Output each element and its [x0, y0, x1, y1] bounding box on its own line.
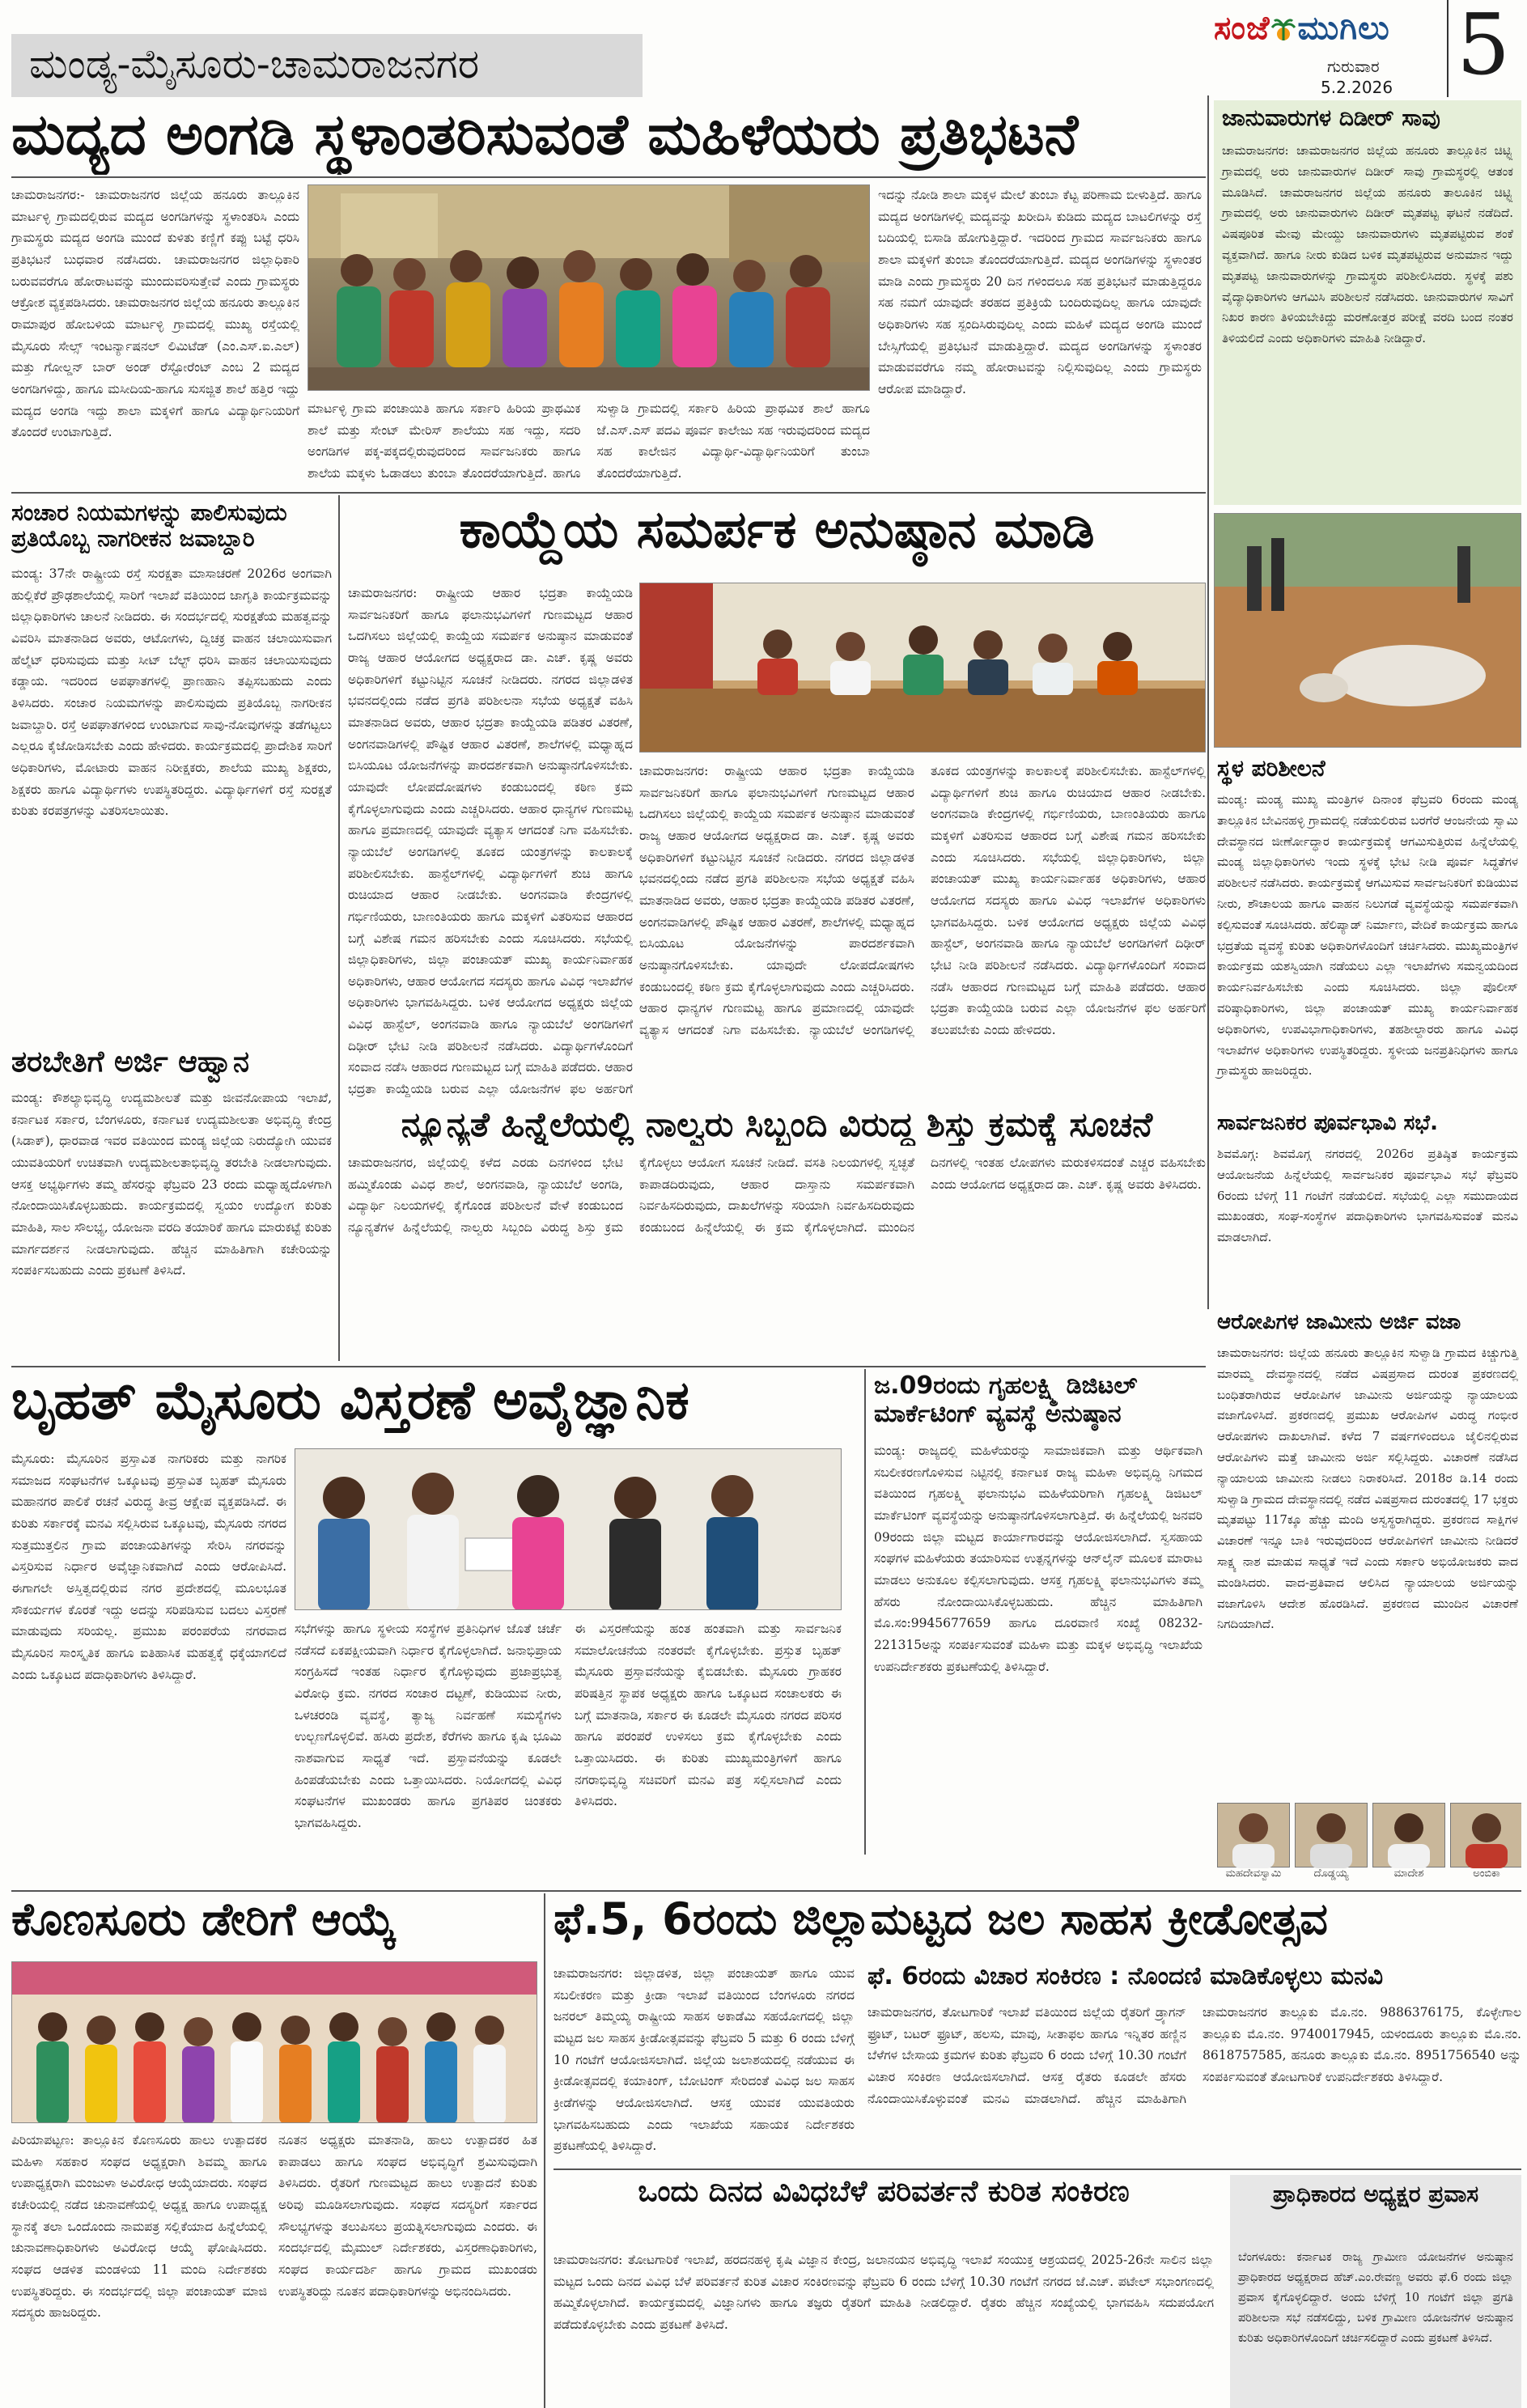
liquor-protest-mid: ಮಾರ್ಟಳ್ಳಿ ಗ್ರಾಮ ಪಂಚಾಯಿತಿ ಹಾಗೂ ಸರ್ಕಾರಿ ಹಿರಿಯ ಪ್ರಾಥಮಿಕ ಶಾಲೆ ಮತ್ತು ಸೇಂಟ್ ಮೇರಿಸ್ ಶಾಲೆಯು ಸಹ ಇದ್ದು, ಸದರಿ ಅಂಗಡಿಗಳ ಪಕ್ಕ-ಪಕ್ಕದಲ್ಲಿರುವುದರಿಂದ ಸಾರ್ವಜನಿಕರು ಹಾಗೂ ಶಾಲೆಯ ಮಕ್ಕಳು ಓಡಾಡಲು ತುಂಬಾ ತೊಂದರೆಯಾಗುತ್ತಿದೆ. ಹಾಗೂ ಸುಳ್ವಾಡಿ ಗ್ರಾಮದಲ್ಲಿ ಸರ್ಕಾರಿ ಹಿರಿಯ ಪ್ರಾಥಮಿಕ ಶಾಲೆ ಹಾಗೂ ಜೆ.ಎಸ್.ಎಸ್ ಪದವಿ ಪೂರ್ವ ಕಾಲೇಜು ಸಹ ಇರುವುದರಿಂದ ಮದ್ಯದ ಸಹ ಕಾಲೇಜಿನ ವಿದ್ಯಾರ್ಥಿ-ವಿದ್ಯಾರ್ಥಿನಿಯರಿಗೆ ತುಂಬಾ ತೊಂದರೆಯಾಗುತ್ತಿದೆ.: [308, 401, 870, 481]
page-number: 5: [1457, 0, 1511, 94]
headline-law-implementation: ಕಾಯ್ದೆಯ ಸಮರ್ಪಕ ಅನುಷ್ಠಾನ ಮಾಡಿ: [459, 503, 1095, 560]
headline-mysuru-expansion: ಬೃಹತ್ ಮೈಸೂರು ವಿಸ್ತರಣೆ ಅವೈಜ್ಞಾನಿಕ: [11, 1372, 689, 1431]
cattle-death-text: ಚಾಮರಾಜನಗರ: ಚಾಮರಾಜನಗರ ಜಿಲ್ಲೆಯ ಹನೂರು ತಾಲ್ಲೂಕಿನ ಚಿಟ್ಟ್ಲಿ ಗ್ರಾಮದಲ್ಲಿ ಅರು ಜಾನುವಾರುಗಳ ದಿಡೀರ್ ಸಾವು ಗ್ರಾಮಸ್ಥರಲ್ಲಿ ಆತಂಕ ಮೂಡಿಸಿದೆ. ಚಾಮರಾಜನಗರ ಜಿಲ್ಲೆಯ ಹನೂರು ತಾಲೂಕಿನ ಚಿಟ್ಟ್ಲಿ ಗ್ರಾಮದಲ್ಲಿ ಅರು ಜಾನುವಾರುಗಳು ದಿಡೀರ್ ಮೃತಪಟ್ಟ ಘಟನೆ ನಡೆದಿದೆ. ವಿಷಪೂರಿತ ಮೇವು ಮೇಯ್ದು ಜಾನುವಾರುಗಳು ಮೃತಪಟ್ಟಿರುವ ಶಂಕೆ ವ್ಯಕ್ತವಾಗಿದೆ. ಹಾಗೂ ನೀರು ಕುಡಿದ ಬಳಿಕ ಮೃತಪಟ್ಟಿರುವ ಅನುಮಾನ ಇದ್ದು ಮೃತಪಟ್ಟ ಜಾನುವಾರುಗಳನ್ನು ಗ್ರಾಮಸ್ಥರು ಪರಿಶೀಲಿಸಿದರು. ಸ್ಥಳಕ್ಕೆ ಪಶು ವೈದ್ಯಾಧಿಕಾರಿಗಳು ಆಗಮಿಸಿ ಪರಿಶೀಲನೆ ನಡೆಸಿದರು. ಜಾನುವಾರುಗಳ ಸಾವಿಗೆ ನಿಖರ ಕಾರಣ ತಿಳಿಯಬೇಕಿದ್ದು ಮರಣೋತ್ತರ ಪರೀಕ್ಷೆ ವರದಿ ಬಂದ ನಂತರ ತಿಳಿಯಲಿದೆ ಎಂದು ಅಧಿಕಾರಿಗಳು ಮಾಹಿತಿ ನೀಡಿದ್ದಾರೆ.: [1222, 143, 1513, 346]
bail-text: ಚಾಮರಾಜನಗರ: ಜಿಲ್ಲೆಯ ಹನೂರು ತಾಲ್ಲೂಕಿನ ಸುಳ್ವಾಡಿ ಗ್ರಾಮದ ಕಿಚ್ಚುಗುತ್ತಿ ಮಾರಮ್ಮ ದೇವಸ್ಥಾನದಲ್ಲಿ ನಡೆದ ವಿಷಪ್ರಸಾದ ದುರಂತ ಪ್ರಕರಣದಲ್ಲಿ ಬಂಧಿತರಾಗಿರುವ ಆರೋಪಿಗಳ ಜಾಮೀನು ಅರ್ಜಿಯನ್ನು ನ್ಯಾಯಾಲಯ ವಜಾಗೊಳಿಸಿದೆ. ಪ್ರಕರಣದಲ್ಲಿ ಪ್ರಮುಖ ಆರೋಪಿಗಳ ವಿರುದ್ಧ ಗಂಭೀರ ಆರೋಪಗಳು ದಾಖಲಾಗಿವೆ. ಕಳೆದ 7 ವರ್ಷಗಳಿಂದಲೂ ಜೈಲಿನಲ್ಲಿರುವ ಆರೋಪಿಗಳು ಮತ್ತೆ ಜಾಮೀನು ಅರ್ಜಿ ಸಲ್ಲಿಸಿದ್ದರು. ವಿಚಾರಣೆ ನಡೆಸಿದ ನ್ಯಾಯಾಲಯ ಜಾಮೀನು ನೀಡಲು ನಿರಾಕರಿಸಿದೆ. 2018ರ ಡಿ.14 ರಂದು ಸುಳ್ವಾಡಿ ಗ್ರಾಮದ ದೇವಸ್ಥಾನದಲ್ಲಿ ನಡೆದ ವಿಷಪ್ರಸಾದ ದುರಂತದಲ್ಲಿ 17 ಭಕ್ತರು ಮೃತಪಟ್ಟು 117ಕ್ಕೂ ಹೆಚ್ಚು ಮಂದಿ ಅಸ್ವಸ್ಥರಾಗಿದ್ದರು. ಪ್ರಕರಣದ ಸಾಕ್ಷಿಗಳ ವಿಚಾರಣೆ ಇನ್ನೂ ಬಾಕಿ ಇರುವುದರಿಂದ ಆರೋಪಿಗಳಿಗೆ ಜಾಮೀನು ನೀಡಿದರೆ ಸಾಕ್ಷ್ಯ ನಾಶ ಮಾಡುವ ಸಾಧ್ಯತೆ ಇದೆ ಎಂದು ಸರ್ಕಾರಿ ಅಭಿಯೋಜಕರು ವಾದ ಮಂಡಿಸಿದರು. ವಾದ-ಪ್ರತಿವಾದ ಆಲಿಸಿದ ನ್ಯಾಯಾಲಯ ಅರ್ಜಿಯನ್ನು ವಜಾಗೊಳಿಸಿ ಆದೇಶ ಹೊರಡಿಸಿದೆ. ಪ್ರಕರಣದ ಮುಂದಿನ ವಿಚಾರಣೆ ನಿಗದಿಯಾಗಿದೆ.: [1217, 1346, 1518, 1632]
column-divider: [338, 495, 340, 1361]
liquor-protest-col1: ಚಾಮರಾಜನಗರ:- ಚಾಮರಾಜನಗರ ಜಿಲ್ಲೆಯ ಹನೂರು ತಾಲ್ಲೂಕಿನ ಮಾರ್ಟಳ್ಳಿ ಗ್ರಾಮದಲ್ಲಿರುವ ಮದ್ಯದ ಅಂಗಡಿಗಳನ್ನು ಸ್ಥಳಾಂತರಿಸಿ ಎಂದು ಗ್ರಾಮಸ್ಥರು ಮದ್ಯದ ಅಂಗಡಿ ಮುಂದೆ ಕುಳಿತು ಕಣ್ಣಿಗೆ ಕಪ್ಪು ಬಟ್ಟೆ ಧರಿಸಿ ಪ್ರತಿಭಟನೆ ಬುಧವಾರ ನಡೆಸಿದರು. ಚಾಮರಾಜನಗರ ಜಿಲ್ಲಾಧಿಕಾರಿ ಬರುವವರೆಗೂ ಹೋರಾಟವನ್ನು ಮುಂದುವರಿಸುತ್ತೇವೆ ಎಂದು ಗ್ರಾಮಸ್ಥರು ಆಕ್ರೋಶ ವ್ಯಕ್ತಪಡಿಸಿದರು. ಚಾಮರಾಜನಗರ ಜಿಲ್ಲೆಯ ಹನೂರು ತಾಲ್ಲೂಕಿನ ರಾಮಾಪುರ ಹೋಬಳಿಯ ಮಾರ್ಟಳ್ಳಿ ಗ್ರಾಮದಲ್ಲಿ ಮುಖ್ಯ ರಸ್ತೆಯಲ್ಲಿ ಮೈಸೂರು ಸೇಲ್ಸ್ ಇಂಟರ್ನ್ಯಾಷನಲ್ ಲಿಮಿಟೆಡ್ (ಎಂ.ಎಸ್.ಐ.ಎಲ್) ಮತ್ತು ಗೋಲ್ಡನ್ ಬಾರ್ ಅಂಡ್ ರೆಸ್ಟೋರೆಂಟ್ ಎಂಬ 2 ಮದ್ಯದ ಅಂಗಡಿಗಳಿದ್ದು, ಹಾಗೂ ಮಸೀದಿಯ-ಹಾಗೂ ಸುಸಜ್ಜಿತ ಶಾಲೆ ಹತ್ತಿರ ಇದ್ದು ಮದ್ಯದ ಅಂಗಡಿ ಇದ್ದು ಶಾಲಾ ಮಕ್ಕಳಿಗೆ ಹಾಗೂ ವಿದ್ಯಾರ್ಥಿನಿಯರಿಗೆ ತೊಂದರೆ ಉಂಟಾಗುತ್ತಿದೆ.: [11, 188, 299, 440]
public-meeting-story: [1214, 1112, 1521, 1322]
cattle-death-box: [1214, 100, 1521, 505]
headline-staff-disciplinary: ನ್ಯೂನ್ಯತೆ ಹಿನ್ನೆಲೆಯಲ್ಲಿ ನಾಲ್ವರು ಸಿಬ್ಬಂದಿ ವಿರುದ್ಧ ಶಿಸ್ತು ಕ್ರಮಕ್ಕೆ ಸೂಚನೆ: [401, 1105, 1153, 1144]
dairy-photo-illustration: [12, 1962, 537, 2123]
section-name-banner: [11, 34, 643, 97]
mysuru-expansion-col3: ಈ ವಿಸ್ತರಣೆಯನ್ನು ಹಂತ ಹಂತವಾಗಿ ಮತ್ತು ಸಾರ್ವಜನಿಕ ಸಮಾಲೋಚನೆಯ ನಂತರವೇ ಕೈಗೊಳ್ಳಬೇಕು. ಪ್ರಸ್ತುತ ಬೃಹತ್ ಮೈಸೂರು ಪ್ರಸ್ತಾವನೆಯನ್ನು ಕೈಬಿಡಬೇಕು. ಮೈಸೂರು ಗ್ರಾಹಕರ ಪರಿಷತ್ತಿನ ಸ್ಥಾಪಕ ಅಧ್ಯಕ್ಷರು ಹಾಗೂ ಒಕ್ಕೂಟದ ಸಂಚಾಲಕರು ಈ ಬಗ್ಗೆ ಮಾತನಾಡಿ, ಸರ್ಕಾರ ಈ ಕೂಡಲೇ ಮೈಸೂರು ನಗರದ ಪರಿಸರ ಹಾಗೂ ಪರಂಪರೆ ಉಳಿಸಲು ಕ್ರಮ ಕೈಗೊಳ್ಳಬೇಕು ಎಂದು ಒತ್ತಾಯಿಸಿದರು. ಈ ಕುರಿತು ಮುಖ್ಯಮಂತ್ರಿಗಳಿಗೆ ಹಾಗೂ ನಗರಾಭಿವೃದ್ಧಿ ಸಚಿವರಿಗೆ ಮನವಿ ಪತ್ರ ಸಲ್ಲಿಸಲಾಗಿದೆ ಎಂದು ತಿಳಿಸಿದರು.: [575, 1622, 842, 1809]
mysuru-expansion-col2: ಸಭೆಗಳನ್ನು ಹಾಗೂ ಸ್ಥಳೀಯ ಸಂಸ್ಥೆಗಳ ಪ್ರತಿನಿಧಿಗಳ ಜೊತೆ ಚರ್ಚೆ ನಡೆಸದೆ ಏಕಪಕ್ಷೀಯವಾಗಿ ನಿರ್ಧಾರ ಕೈಗೊಳ್ಳಲಾಗಿದೆ. ಜನಾಭಿಪ್ರಾಯ ಸಂಗ್ರಹಿಸದೆ ಇಂತಹ ನಿರ್ಧಾರ ಕೈಗೊಳ್ಳುವುದು ಪ್ರಜಾಪ್ರಭುತ್ವ ವಿರೋಧಿ ಕ್ರಮ. ನಗರದ ಸಂಚಾರ ದಟ್ಟಣೆ, ಕುಡಿಯುವ ನೀರು, ಒಳಚರಂಡಿ ವ್ಯವಸ್ಥೆ, ತ್ಯಾಜ್ಯ ನಿರ್ವಹಣೆ ಸಮಸ್ಯೆಗಳು ಉಲ್ಬಣಗೊಳ್ಳಲಿವೆ. ಹಸಿರು ಪ್ರದೇಶ, ಕೆರೆಗಳು ಹಾಗೂ ಕೃಷಿ ಭೂಮಿ ನಾಶವಾಗುವ ಸಾಧ್ಯತೆ ಇದೆ. ಪ್ರಸ್ತಾವನೆಯನ್ನು ಕೂಡಲೇ ಹಿಂಪಡೆಯಬೇಕು ಎಂದು ಒತ್ತಾಯಿಸಿದರು. ನಿಯೋಗದಲ್ಲಿ ವಿವಿಧ ಸಂಘಟನೆಗಳ ಮುಖಂಡರು ಹಾಗೂ ಪ್ರಗತಿಪರ ಚಿಂತಕರು ಭಾಗವಹಿಸಿದ್ದರು.: [295, 1622, 562, 1830]
accused-photos: [1217, 1803, 1518, 1892]
divider: [11, 1890, 1521, 1892]
photo-protest-women: [308, 184, 870, 391]
headline-site-inspection: ಸ್ಥಳ ಪರಿಶೀಲನೆ: [1217, 756, 1326, 782]
public-meeting-text: ಶಿವಮೊಗ್ಗ: ಶಿವಮೊಗ್ಗ ನಗರದಲ್ಲಿ 2026ರ ಪ್ರತಿಷ್ಠಿತ ಕಾರ್ಯಕ್ರಮ ಆಯೋಜನೆಯ ಹಿನ್ನೆಲೆಯಲ್ಲಿ ಸಾರ್ವಜನಿಕರ ಪೂರ್ವಭಾವಿ ಸಭೆ ಫೆಬ್ರವರಿ 6ರಂದು ಬೆಳಿಗ್ಗೆ 11 ಗಂಟೆಗೆ ನಡೆಯಲಿದೆ. ಸಭೆಯಲ್ಲಿ ಎಲ್ಲಾ ಸಮುದಾಯದ ಮುಖಂಡರು, ಸಂಘ-ಸಂಸ್ಥೆಗಳ ಪದಾಧಿಕಾರಿಗಳು ಭಾಗವಹಿಸುವಂತೆ ಮನವಿ ಮಾಡಲಾಗಿದೆ.: [1217, 1147, 1518, 1245]
cattle-photo-illustration: [1215, 514, 1521, 748]
meeting-photo-illustration: [640, 583, 1206, 752]
traffic-rules-text: ಮಂಡ್ಯ: 37ನೇ ರಾಷ್ಟ್ರೀಯ ರಸ್ತೆ ಸುರಕ್ಷತಾ ಮಾಸಾಚರಣೆ 2026ರ ಅಂಗವಾಗಿ ಹುಲ್ಲಿಕೆರೆ ಪ್ರೌಢಶಾಲೆಯಲ್ಲಿ ಸಾರಿಗೆ ಇಲಾಖೆ ವತಿಯಿಂದ ಜಾಗೃತಿ ಕಾರ್ಯಕ್ರಮವನ್ನು ಜಿಲ್ಲಾಧಿಕಾರಿಗಳು ಚಾಲನೆ ನೀಡಿದರು. ಈ ಸಂದರ್ಭದಲ್ಲಿ ಸುರಕ್ಷತೆಯ ಮಹತ್ವವನ್ನು ವಿವರಿಸಿ ಮಾತನಾಡಿದ ಅವರು, ಆಟೋಗಳು, ದ್ವಿಚಕ್ರ ವಾಹನ ಚಲಾಯಿಸುವಾಗ ಹೆಲ್ಮೆಟ್ ಧರಿಸುವುದು ಮತ್ತು ಸೀಟ್ ಬೆಲ್ಟ್ ಧರಿಸಿ ವಾಹನ ಚಲಾಯಿಸುವುದು ಕಡ್ಡಾಯ. ಇದರಿಂದ ಅಪಘಾತಗಳಲ್ಲಿ ಪ್ರಾಣಹಾನಿ ತಪ್ಪಿಸಬಹುದು ಎಂದು ತಿಳಿಸಿದರು. ಸಂಚಾರ ನಿಯಮಗಳನ್ನು ಪಾಲಿಸುವುದು ಪ್ರತಿಯೊಬ್ಬ ನಾಗರೀಕನ ಜವಾಬ್ದಾರಿ. ರಸ್ತೆ ಅಪಘಾತಗಳಿಂದ ಉಂಟಾಗುವ ಸಾವು-ನೋವುಗಳನ್ನು ತಡೆಗಟ್ಟಲು ಎಲ್ಲರೂ ಕೈಜೋಡಿಸಬೇಕು ಎಂದು ಹೇಳಿದರು. ಕಾರ್ಯಕ್ರಮದಲ್ಲಿ ಪ್ರಾದೇಶಿಕ ಸಾರಿಗೆ ಅಧಿಕಾರಿಗಳು, ಮೋಟಾರು ವಾಹನ ನಿರೀಕ್ಷಕರು, ಶಾಲೆಯ ಮುಖ್ಯ ಶಿಕ್ಷಕರು, ಶಿಕ್ಷಕರು ಹಾಗೂ ವಿದ್ಯಾರ್ಥಿಗಳು ಉಪಸ್ಥಿತರಿದ್ದರು. ವಿದ್ಯಾರ್ಥಿಗಳಿಗೆ ರಸ್ತೆ ಸುರಕ್ಷತೆ ಕುರಿತು ಕರಪತ್ರಗಳನ್ನು ವಿತರಿಸಲಾಯಿತು.: [11, 566, 332, 819]
accused-name: ದೊಡ್ಡಯ್ಯ: [1313, 1867, 1349, 1880]
person-icon: [1218, 1804, 1289, 1868]
accused-photo: [1450, 1803, 1521, 1892]
photo-meeting-officials: [639, 583, 1206, 752]
person-icon: [1451, 1804, 1521, 1868]
one-day-seminar-text: ಚಾಮರಾಜನಗರ: ತೋಟಗಾರಿಕೆ ಇಲಾಖೆ, ಹರದನಹಳ್ಳಿ ಕೃಷಿ ವಿಜ್ಞಾನ ಕೇಂದ್ರ, ಜಲಾನಯನ ಅಭಿವೃದ್ಧಿ ಇಲಾಖೆ ಸಂಯುಕ್ತ ಆಶ್ರಯದಲ್ಲಿ 2025-26ನೇ ಸಾಲಿನ ಜಿಲ್ಲಾ ಮಟ್ಟದ ಒಂದು ದಿನದ ವಿವಿಧ ಬೆಳೆ ಪರಿವರ್ತನೆ ಕುರಿತ ವಿಚಾರ ಸಂಕಿರಣವನ್ನು ಫೆಬ್ರವರಿ 6 ರಂದು ಬೆಳಿಗ್ಗೆ 10.30 ಗಂಟೆಗೆ ನಗರದ ಜೆ.ಎಚ್. ಪಟೇಲ್ ಸಭಾಂಗಣದಲ್ಲಿ ಹಮ್ಮಿಕೊಳ್ಳಲಾಗಿದೆ. ಕಾರ್ಯಕ್ರಮದಲ್ಲಿ ವಿಜ್ಞಾನಿಗಳು ಹಾಗೂ ತಜ್ಞರು ರೈತರಿಗೆ ಮಾಹಿತಿ ನೀಡಲಿದ್ದಾರೆ. ರೈತರು ಹೆಚ್ಚಿನ ಸಂಖ್ಯೆಯಲ್ಲಿ ಭಾಗವಹಿಸಿ ಸದುಪಯೋಗ ಪಡೆದುಕೊಳ್ಳಬೇಕು ಎಂದು ಪ್ರಕಟಣೆ ತಿಳಿಸಿದೆ.: [554, 2253, 1214, 2332]
headline-training: ತರಬೇತಿಗೆ ಅರ್ಜಿ ಆಹ್ವಾನ: [11, 1045, 250, 1079]
digital-marketing-story: [874, 1372, 1206, 1855]
accused-name: ಅಂಬಿಕಾ: [1473, 1867, 1500, 1880]
masthead-logo-block: [1214, 5, 1457, 94]
headline-traffic-rules: ಸಂಚಾರ ನಿಯಮಗಳನ್ನು ಪಾಲಿಸುವುದು ಪ್ರತಿಯೊಬ್ಬ ನಾಗರೀಕನ ಜವಾಬ್ದಾರಿ: [11, 500, 287, 553]
liquor-protest-col3: ಇದನ್ನು ನೋಡಿ ಶಾಲಾ ಮಕ್ಕಳ ಮೇಲೆ ತುಂಬಾ ಕೆಟ್ಟ ಪರಿಣಾಮ ಬೀಳುತ್ತಿದೆ. ಹಾಗೂ ಮದ್ಯದ ಅಂಗಡಿಗಳಲ್ಲಿ ಮದ್ಯವನ್ನು ಖರೀದಿಸಿ ಕುಡಿದು ಮದ್ಯದ ಬಾಟಲಿಗಳನ್ನು ರಸ್ತೆ ಬದಿಯಲ್ಲಿ ಬಿಸಾಡಿ ಹೋಗುತ್ತಿದ್ದಾರೆ. ಇದರಿಂದ ಗ್ರಾಮದ ಸಾರ್ವಜನಿಕರು ಹಾಗೂ ಶಾಲಾ ಮಕ್ಕಳಿಗೆ ತುಂಬಾ ತೊಂದರೆಯಾಗುತ್ತಿದೆ. ಮದ್ಯದ ಅಂಗಡಿಗಳನ್ನು ಸ್ಥಳಾಂತರ ಮಾಡಿ ಎಂದು ಗ್ರಾಮಸ್ಥರು 20 ದಿನ ಗಳಿಂದಲೂ ಸಹ ಪ್ರತಿಭಟನೆ ಮಾಡುತ್ತಿದ್ದರೂ ಸಹ ನಮಗೆ ಯಾವುದೇ ತರಹದ ಪ್ರತಿಕ್ರಿಯೆ ಬಂದಿರುವುದಿಲ್ಲ ಹಾಗೂ ಯಾವುದೇ ಅಧಿಕಾರಿಗಳು ಸಹ ಸ್ಪಂದಿಸಿರುವುದಿಲ್ಲ ಎಂದು ಮಹಿಳೆ ಮದ್ಯದ ಅಂಗಡಿ ಮುಂದೆ ಬೇಸ್ಸಿಗೆಯಲ್ಲಿ ಪ್ರತಿಭಟನೆ ಮಾಡುತ್ತಿದ್ದಾರೆ. ಮದ್ಯದ ಅಂಗಡಿಗಳನ್ನು ಸ್ಥಳಾಂತರ ಮಾಡುವವರೆಗೂ ನಮ್ಮ ಹೋರಾಟವನ್ನು ನಿಲ್ಲಿಸುವುದಿಲ್ಲ ಎಂದು ಗ್ರಾಮಸ್ಥರು ಆರೋಪ ಮಾಡಿದ್ದಾರೆ.: [878, 188, 1202, 396]
section-name: ಮಂಡ್ಯ-ಮೈಸೂರು-ಚಾಮರಾಜನಗರ: [29, 40, 480, 87]
law-implementation-col1: [348, 583, 633, 1100]
logo-part-one: ಸಂಜೆ: [1214, 10, 1270, 47]
divider: [554, 2168, 1521, 2170]
one-day-seminar-story: [554, 2175, 1217, 2408]
headline-seminar-registration: ಫೆ. 6ರಂದು ವಿಚಾರ ಸಂಕಿರಣ : ನೊಂದಣಿ ಮಾಡಿಕೊಳ್ಳಲು ಮನವಿ: [867, 1963, 1384, 1990]
person-icon: [1296, 1804, 1367, 1868]
mysuru-expansion-col1: ಮೈಸೂರು: ಮೈಸೂರಿನ ಪ್ರಸ್ತಾವಿತ ನಾಗರಿಕರು ಮತ್ತು ನಾಗರಿಕ ಸಮಾಜದ ಸಂಘಟನೆಗಳ ಒಕ್ಕೂಟವು ಪ್ರಸ್ತಾವಿತ ಬೃಹತ್ ಮೈಸೂರು ಮಹಾನಗರ ಪಾಲಿಕೆ ರಚನೆ ವಿರುದ್ಧ ತೀವ್ರ ಆಕ್ಷೇಪ ವ್ಯಕ್ತಪಡಿಸಿದೆ. ಈ ಕುರಿತು ಸರ್ಕಾರಕ್ಕೆ ಮನವಿ ಸಲ್ಲಿಸಿರುವ ಒಕ್ಕೂಟವು, ಮೈಸೂರು ನಗರದ ಸುತ್ತಮುತ್ತಲಿನ ಗ್ರಾಮ ಪಂಚಾಯತಿಗಳನ್ನು ಸೇರಿಸಿ ನಗರವನ್ನು ವಿಸ್ತರಿಸುವ ನಿರ್ಧಾರ ಅವೈಜ್ಞಾನಿಕವಾಗಿದೆ ಎಂದು ಆರೋಪಿಸಿದೆ. ಈಗಾಗಲೇ ಅಸ್ತಿತ್ವದಲ್ಲಿರುವ ನಗರ ಪ್ರದೇಶದಲ್ಲಿ ಮೂಲಭೂತ ಸೌಕರ್ಯಗಳ ಕೊರತೆ ಇದ್ದು ಅದನ್ನು ಸರಿಪಡಿಸುವ ಬದಲು ವಿಸ್ತರಣೆ ಮಾಡುವುದು ಸರಿಯಲ್ಲ. ಪ್ರಮುಖ ಪರಂಪರೆಯ ನಗರವಾದ ಮೈಸೂರಿನ ಸಾಂಸ್ಕೃತಿಕ ಹಾಗೂ ಐತಿಹಾಸಿಕ ಮಹತ್ವಕ್ಕೆ ಧಕ್ಕೆಯಾಗಲಿದೆ ಎಂದು ಒಕ್ಕೂಟದ ಪದಾಧಿಕಾರಿಗಳು ತಿಳಿಸಿದ್ದಾರೆ.: [11, 1452, 286, 1682]
masthead-date: 5.2.2026: [1321, 78, 1393, 94]
protest-photo-illustration: [308, 185, 870, 391]
headline-cattle-death: ಜಾನುವಾರುಗಳ ದಿಡೀರ್ ಸಾವು: [1222, 104, 1440, 131]
accused-name: ಮಹದೇವಸ್ವಾಮಿ: [1225, 1867, 1282, 1880]
headline-one-day-seminar: ಒಂದು ದಿನದ ವಿವಿಧಬೆಳೆ ಪರಿವರ್ತನೆ ಕುರಿತ ಸಂಕಿರಣ: [638, 2175, 1130, 2208]
authority-visit-box: [1230, 2175, 1521, 2408]
divider: [11, 492, 1206, 494]
authority-visit-text: ಬೆಂಗಳೂರು: ಕರ್ನಾಟಕ ರಾಜ್ಯ ಗ್ರಾಮೀಣ ಯೋಜನೆಗಳ ಅನುಷ್ಠಾನ ಪ್ರಾಧಿಕಾರದ ಅಧ್ಯಕ್ಷರಾದ ಹೆಚ್.ಎಂ.ರೇವಣ್ಣ ಅವರು ಫೆ.6 ರಂದು ಜಿಲ್ಲಾ ಪ್ರವಾಸ ಕೈಗೊಳ್ಳಲಿದ್ದಾರೆ. ಅಂದು ಬೆಳಿಗ್ಗೆ 10 ಗಂಟೆಗೆ ಜಿಲ್ಲಾ ಪ್ರಗತಿ ಪರಿಶೀಲನಾ ಸಭೆ ನಡೆಸಲಿದ್ದು, ಬಳಿಕ ಗ್ರಾಮೀಣ ಯೋಜನೆಗಳ ಅನುಷ್ಠಾನ ಕುರಿತು ಅಧಿಕಾರಿಗಳೊಂದಿಗೆ ಚರ್ಚಿಸಲಿದ್ದಾರೆ ಎಂದು ಪ್ರಕಟಣೆ ತಿಳಿಸಿದೆ.: [1238, 2251, 1513, 2345]
right-column-divider: [1207, 95, 1209, 1309]
site-inspection-text: ಮಂಡ್ಯ: ಮಂಡ್ಯ ಮುಖ್ಯ ಮಂತ್ರಿಗಳ ದಿನಾಂಕ ಫೆಬ್ರವರಿ 6ರಂದು ಮಂಡ್ಯ ತಾಲ್ಲೂಕಿನ ಬೇವಿನಹಳ್ಳಿ ಗ್ರಾಮದಲ್ಲಿ ನಡೆಯಲಿರುವ ಬರಗೆರೆ ಆಂಜನೇಯ ಸ್ವಾಮಿ ದೇವಸ್ಥಾನದ ಜೀರ್ಣೋದ್ಧಾರ ಕಾರ್ಯಕ್ರಮಕ್ಕೆ ಆಗಮಿಸುತ್ತಿರುವ ಹಿನ್ನೆಲೆಯಲ್ಲಿ ಮಂಡ್ಯ ಜಿಲ್ಲಾಧಿಕಾರಿಗಳು ಇಂದು ಸ್ಥಳಕ್ಕೆ ಭೇಟಿ ನೀಡಿ ಪೂರ್ವ ಸಿದ್ಧತೆಗಳ ಪರಿಶೀಲನೆ ನಡೆಸಿದರು. ಕಾರ್ಯಕ್ರಮಕ್ಕೆ ಆಗಮಿಸುವ ಸಾರ್ವಜನಿಕರಿಗೆ ಕುಡಿಯುವ ನೀರು, ಶೌಚಾಲಯ ಹಾಗೂ ವಾಹನ ನಿಲುಗಡೆ ವ್ಯವಸ್ಥೆಯನ್ನು ಸಮರ್ಪಕವಾಗಿ ಕಲ್ಪಿಸುವಂತೆ ಸೂಚಿಸಿದರು. ಹೆಲಿಪ್ಯಾಡ್ ನಿರ್ಮಾಣ, ವೇದಿಕೆ ಕಾರ್ಯಕ್ರಮ ಹಾಗೂ ಭದ್ರತೆಯ ವ್ಯವಸ್ಥೆ ಕುರಿತು ಅಧಿಕಾರಿಗಳೊಂದಿಗೆ ಚರ್ಚಿಸಿದರು. ಮುಖ್ಯಮಂತ್ರಿಗಳ ಕಾರ್ಯಕ್ರಮ ಯಶಸ್ವಿಯಾಗಿ ನಡೆಯಲು ಎಲ್ಲಾ ಇಲಾಖೆಗಳು ಸಮನ್ವಯದಿಂದ ಕಾರ್ಯನಿರ್ವಹಿಸಬೇಕು ಎಂದು ಸೂಚಿಸಿದರು. ಜಿಲ್ಲಾ ಪೊಲೀಸ್ ವರಿಷ್ಠಾಧಿಕಾರಿಗಳು, ಜಿಲ್ಲಾ ಪಂಚಾಯತ್ ಮುಖ್ಯ ಕಾರ್ಯನಿರ್ವಾಹಕ ಅಧಿಕಾರಿಗಳು, ಉಪವಿಭಾಗಾಧಿಕಾರಿಗಳು, ತಹಶೀಲ್ದಾರರು ಹಾಗೂ ವಿವಿಧ ಇಲಾಖೆಗಳ ಅಧಿಕಾರಿಗಳು ಉಪಸ್ಥಿತರಿದ್ದರು. ಸ್ಥಳೀಯ ಜನಪ್ರತಿನಿಧಿಗಳು ಹಾಗೂ ಗ್ರಾಮಸ್ಥರು ಹಾಜರಿದ್ದರು.: [1217, 792, 1518, 1079]
photo-dairy-members: [11, 1961, 537, 2123]
staff-disciplinary-text: ಚಾಮರಾಜನಗರ, ಜಿಲ್ಲೆಯಲ್ಲಿ ಕಳೆದ ಎರಡು ದಿನಗಳಿಂದ ಭೇಟಿ ಹಮ್ಮಿಕೊಂಡು ವಿವಿಧ ಶಾಲೆ, ಅಂಗನವಾಡಿ, ನ್ಯಾಯಬೆಲೆ ಅಂಗಡಿ, ವಿದ್ಯಾರ್ಥಿ ನಿಲಯಗಳಲ್ಲಿ ಕೈಗೊಂಡ ಪರಿಶೀಲನೆ ವೇಳೆ ಕಂಡುಬಂದ ನ್ಯೂನ್ಯತೆಗಳ ಹಿನ್ನೆಲೆಯಲ್ಲಿ ನಾಲ್ವರು ಸಿಬ್ಬಂದಿ ವಿರುದ್ಧ ಶಿಸ್ತು ಕ್ರಮ ಕೈಗೊಳ್ಳಲು ಆಯೋಗ ಸೂಚನೆ ನೀಡಿದೆ. ವಸತಿ ನಿಲಯಗಳಲ್ಲಿ ಸ್ವಚ್ಛತೆ ಕಾಪಾಡದಿರುವುದು, ಆಹಾರ ದಾಸ್ತಾನು ಸಮರ್ಪಕವಾಗಿ ನಿರ್ವಹಿಸದಿರುವುದು, ದಾಖಲೆಗಳನ್ನು ಸರಿಯಾಗಿ ನಿರ್ವಹಿಸದಿರುವುದು ಕಂಡುಬಂದ ಹಿನ್ನೆಲೆಯಲ್ಲಿ ಈ ಕ್ರಮ ಕೈಗೊಳ್ಳಲಾಗಿದೆ. ಮುಂದಿನ ದಿನಗಳಲ್ಲಿ ಇಂತಹ ಲೋಪಗಳು ಮರುಕಳಿಸದಂತೆ ಎಚ್ಚರ ವಹಿಸಬೇಕು ಎಂದು ಆಯೋಗದ ಅಧ್ಯಕ್ಷರಾದ ಡಾ. ಎಚ್. ಕೃಷ್ಣ ಅವರು ತಿಳಿಸಿದರು.: [348, 1155, 1206, 1235]
accused-photo: [1372, 1803, 1445, 1892]
headline-water-sports: ಫೆ.5, 6ರಂದು ಜಿಲ್ಲಾಮಟ್ಟದ ಜಲ ಸಾಹಸ ಕ್ರೀಡೋತ್ಸವ: [554, 1897, 1328, 1944]
divider: [11, 1366, 1206, 1367]
column-divider: [864, 1369, 866, 1855]
headline-authority-visit: ಪ್ರಾಧಿಕಾರದ ಅಧ್ಯಕ್ಷರ ಪ್ರವಾಸ: [1272, 2181, 1479, 2207]
masthead-day: ಗುರುವಾರ: [1327, 57, 1380, 76]
training-story: [11, 1045, 335, 1361]
headline-liquor-protest: ಮದ್ಯದ ಅಂಗಡಿ ಸ್ಥಳಾಂತರಿಸುವಂತೆ ಮಹಿಳೆಯರು ಪ್ರತಿಭಟನೆ: [11, 105, 1079, 167]
accused-name: ಮಾದೇಶ: [1393, 1867, 1424, 1880]
photo-memorandum-submission: [295, 1448, 842, 1610]
photo-dead-cattle: [1214, 513, 1521, 748]
palm-tree-icon: [1270, 16, 1297, 42]
headline-public-meeting: ಸಾರ್ವಜನಿಕರ ಪೂರ್ವಭಾವಿ ಸಭೆ.: [1217, 1112, 1438, 1135]
logo-part-two: ಮುಗಿಲು: [1297, 10, 1390, 47]
accused-photo: [1217, 1803, 1290, 1892]
column-divider: [544, 1893, 545, 2408]
konasuru-dairy-col1: ಪಿರಿಯಾಪಟ್ಟಣ: ತಾಲ್ಲೂಕಿನ ಕೊಣಸೂರು ಹಾಲು ಉತ್ಪಾದಕರ ಮಹಿಳಾ ಸಹಕಾರ ಸಂಘದ ಅಧ್ಯಕ್ಷರಾಗಿ ಶಿವಮ್ಮ ಹಾಗೂ ಉಪಾಧ್ಯಕ್ಷರಾಗಿ ಮಂಜುಳಾ ಅವಿರೋಧ ಆಯ್ಕೆಯಾದರು. ಸಂಘದ ಕಚೇರಿಯಲ್ಲಿ ನಡೆದ ಚುನಾವಣೆಯಲ್ಲಿ ಅಧ್ಯಕ್ಷ ಹಾಗೂ ಉಪಾಧ್ಯಕ್ಷ ಸ್ಥಾನಕ್ಕೆ ತಲಾ ಒಂದೊಂದು ನಾಮಪತ್ರ ಸಲ್ಲಿಕೆಯಾದ ಹಿನ್ನೆಲೆಯಲ್ಲಿ ಚುನಾವಣಾಧಿಕಾರಿಗಳು ಅವಿರೋಧ ಆಯ್ಕೆ ಘೋಷಿಸಿದರು. ಸಂಘದ ಆಡಳಿತ ಮಂಡಳಿಯ 11 ಮಂದಿ ನಿರ್ದೇಶಕರು ಉಪಸ್ಥಿತರಿದ್ದರು. ಈ ಸಂದರ್ಭದಲ್ಲಿ ಜಿಲ್ಲಾ ಪಂಚಾಯತ್ ಮಾಜಿ ಸದಸ್ಯರು ಹಾಜರಿದ್ದರು.: [11, 2133, 267, 2321]
masthead-divider: [1447, 0, 1449, 97]
konasuru-dairy-col2: ನೂತನ ಅಧ್ಯಕ್ಷರು ಮಾತನಾಡಿ, ಹಾಲು ಉತ್ಪಾದಕರ ಹಿತ ಕಾಪಾಡಲು ಹಾಗೂ ಸಂಘದ ಅಭಿವೃದ್ಧಿಗೆ ಶ್ರಮಿಸುವುದಾಗಿ ತಿಳಿಸಿದರು. ರೈತರಿಗೆ ಗುಣಮಟ್ಟದ ಹಾಲು ಉತ್ಪಾದನೆ ಕುರಿತು ಅರಿವು ಮೂಡಿಸಲಾಗುವುದು. ಸಂಘದ ಸದಸ್ಯರಿಗೆ ಸರ್ಕಾರದ ಸೌಲಭ್ಯಗಳನ್ನು ತಲುಪಿಸಲು ಪ್ರಯತ್ನಿಸಲಾಗುವುದು ಎಂದರು. ಈ ಸಂದರ್ಭದಲ್ಲಿ ಮೈಮುಲ್ ನಿರ್ದೇಶಕರು, ವಿಸ್ತರಣಾಧಿಕಾರಿಗಳು, ಸಂಘದ ಕಾರ್ಯದರ್ಶಿ ಹಾಗೂ ಗ್ರಾಮದ ಮುಖಂಡರು ಉಪಸ್ಥಿತರಿದ್ದು ನೂತನ ಪದಾಧಿಕಾರಿಗಳನ್ನು ಅಭಿನಂದಿಸಿದರು.: [278, 2133, 537, 2299]
newspaper-logo: [1214, 10, 1390, 47]
headline-digital-marketing: ಜ.09ರಂದು ಗೃಹಲಕ್ಷ್ಮಿ ಡಿಜಿಟಲ್ ಮಾರ್ಕೆಟಿಂಗ್ ವ್ಯವಸ್ಥೆ ಅನುಷ್ಠಾನ: [874, 1372, 1138, 1428]
seminar-registration-text: ಚಾಮರಾಜನಗರ, ತೋಟಗಾರಿಕೆ ಇಲಾಖೆ ವತಿಯಿಂದ ಜಿಲ್ಲೆಯ ರೈತರಿಗೆ ಡ್ರ್ಯಾಗನ್ ಫ್ರೂಟ್, ಬಟರ್ ಫ್ರೂಟ್, ಹಲಸು, ಮಾವು, ಸೀತಾಫಲ ಹಾಗೂ ಇನ್ನಿತರ ಹಣ್ಣಿನ ಬೆಳೆಗಳ ಬೇಸಾಯ ಕ್ರಮಗಳ ಕುರಿತು ಫೆಬ್ರವರಿ 6 ರಂದು ಬೆಳಿಗ್ಗೆ 10.30 ಗಂಟೆಗೆ ವಿಚಾರ ಸಂಕಿರಣ ಆಯೋಜಿಸಲಾಗಿದೆ. ಆಸಕ್ತ ರೈತರು ಕೂಡಲೇ ಹೆಸರು ನೊಂದಾಯಿಸಿಕೊಳ್ಳುವಂತೆ ಮನವಿ ಮಾಡಲಾಗಿದೆ. ಹೆಚ್ಚಿನ ಮಾಹಿತಿಗಾಗಿ ಚಾಮರಾಜನಗರ ತಾಲ್ಲೂಕು ಮೊ.ನಂ. 9886376175, ಕೊಳ್ಳೇಗಾಲ ತಾಲ್ಲೂಕು ಮೊ.ನಂ. 9740017945, ಯಳಂದೂರು ತಾಲ್ಲೂಕು ಮೊ.ನಂ. 8618757585, ಹನೂರು ತಾಲ್ಲೂಕು ಮೊ.ನಂ. 8951756540 ಅನ್ನು ಸಂಪರ್ಕಿಸುವಂತೆ ತೋಟಗಾರಿಕೆ ಉಪನಿರ್ದೇಶಕರು ತಿಳಿಸಿದ್ದಾರೆ.: [867, 2005, 1521, 2106]
memorandum-photo-illustration: [295, 1449, 842, 1610]
headline-bail-rejected: ಆರೋಪಿಗಳ ಜಾಮೀನು ಅರ್ಜಿ ವಜಾ: [1217, 1311, 1461, 1334]
water-sports-text: ಚಾಮರಾಜನಗರ: ಜಿಲ್ಲಾಡಳಿತ, ಜಿಲ್ಲಾ ಪಂಚಾಯತ್ ಹಾಗೂ ಯುವ ಸಬಲೀಕರಣ ಮತ್ತು ಕ್ರೀಡಾ ಇಲಾಖೆ ವತಿಯಿಂದ ಬೆಂಗಳೂರು ನಗರದ ಜನರಲ್ ತಿಮ್ಮಯ್ಯ ರಾಷ್ಟ್ರೀಯ ಸಾಹಸ ಅಕಾಡೆಮಿ ಸಹಯೋಗದಲ್ಲಿ ಜಿಲ್ಲಾ ಮಟ್ಟದ ಜಲ ಸಾಹಸ ಕ್ರೀಡೋತ್ಸವವನ್ನು ಫೆಬ್ರವರಿ 5 ಮತ್ತು 6 ರಂದು ಬೆಳಿಗ್ಗೆ 10 ಗಂಟೆಗೆ ಆಯೋಜಿಸಲಾಗಿದೆ. ಜಿಲ್ಲೆಯ ಜಲಾಶಯದಲ್ಲಿ ನಡೆಯುವ ಈ ಕ್ರೀಡೋತ್ಸವದಲ್ಲಿ ಕಯಾಕಿಂಗ್, ಬೋಟಿಂಗ್ ಸೇರಿದಂತೆ ವಿವಿಧ ಜಲ ಸಾಹಸ ಕ್ರೀಡೆಗಳನ್ನು ಆಯೋಜಿಸಲಾಗಿದೆ. ಆಸಕ್ತ ಯುವಕ ಯುವತಿಯರು ಭಾಗವಹಿಸಬಹುದು ಎಂದು ಇಲಾಖೆಯ ಸಹಾಯಕ ನಿರ್ದೇಶಕರು ಪ್ರಕಟಣೆಯಲ್ಲಿ ತಿಳಿಸಿದ್ದಾರೆ.: [554, 1966, 855, 2154]
traffic-story: [11, 500, 335, 1042]
law-implementation-more: ಚಾಮರಾಜನಗರ: ರಾಷ್ಟ್ರೀಯ ಆಹಾರ ಭದ್ರತಾ ಕಾಯ್ದೆಯಡಿ ಸಾರ್ವಜನಿಕರಿಗೆ ಹಾಗೂ ಫಲಾನುಭವಿಗಳಿಗೆ ಗುಣಮಟ್ಟದ ಆಹಾರ ಒದಗಿಸಲು ಜಿಲ್ಲೆಯಲ್ಲಿ ಕಾಯ್ದೆಯ ಸಮರ್ಪಕ ಅನುಷ್ಠಾನ ಮಾಡುವಂತೆ ರಾಜ್ಯ ಆಹಾರ ಆಯೋಗದ ಅಧ್ಯಕ್ಷರಾದ ಡಾ. ಎಚ್. ಕೃಷ್ಣ ಅವರು ಅಧಿಕಾರಿಗಳಿಗೆ ಕಟ್ಟುನಿಟ್ಟಿನ ಸೂಚನೆ ನೀಡಿದರು. ನಗರದ ಜಿಲ್ಲಾಡಳಿತ ಭವನದಲ್ಲಿಂದು ನಡೆದ ಪ್ರಗತಿ ಪರಿಶೀಲನಾ ಸಭೆಯ ಅಧ್ಯಕ್ಷತೆ ವಹಿಸಿ ಮಾತನಾಡಿದ ಅವರು, ಆಹಾರ ಭದ್ರತಾ ಕಾಯ್ದೆಯಡಿ ಪಡಿತರ ವಿತರಣೆ, ಅಂಗನವಾಡಿಗಳಲ್ಲಿ ಪೌಷ್ಟಿಕ ಆಹಾರ ವಿತರಣೆ, ಶಾಲೆಗಳಲ್ಲಿ ಮಧ್ಯಾಹ್ನದ ಬಿಸಿಯೂಟ ಯೋಜನೆಗಳನ್ನು ಪಾರದರ್ಶಕವಾಗಿ ಅನುಷ್ಠಾನಗೊಳಿಸಬೇಕು. ಯಾವುದೇ ಲೋಪದೋಷಗಳು ಕಂಡುಬಂದಲ್ಲಿ ಕಠಿಣ ಕ್ರಮ ಕೈಗೊಳ್ಳಲಾಗುವುದು ಎಂದು ಎಚ್ಚರಿಸಿದರು. ಆಹಾರ ಧಾನ್ಯಗಳ ಗುಣಮಟ್ಟ ಹಾಗೂ ಪ್ರಮಾಣದಲ್ಲಿ ಯಾವುದೇ ವ್ಯತ್ಯಾಸ ಆಗದಂತೆ ನಿಗಾ ವಹಿಸಬೇಕು. ನ್ಯಾಯಬೆಲೆ ಅಂಗಡಿಗಳಲ್ಲಿ ತೂಕದ ಯಂತ್ರಗಳನ್ನು ಕಾಲಕಾಲಕ್ಕೆ ಪರಿಶೀಲಿಸಬೇಕು. ಹಾಸ್ಟೆಲ್‌ಗಳಲ್ಲಿ ವಿದ್ಯಾರ್ಥಿಗಳಿಗೆ ಶುಚಿ ಹಾಗೂ ರುಚಿಯಾದ ಆಹಾರ ನೀಡಬೇಕು. ಅಂಗನವಾಡಿ ಕೇಂದ್ರಗಳಲ್ಲಿ ಗರ್ಭಿಣಿಯರು, ಬಾಣಂತಿಯರು ಹಾಗೂ ಮಕ್ಕಳಿಗೆ ವಿತರಿಸುವ ಆಹಾರದ ಬಗ್ಗೆ ವಿಶೇಷ ಗಮನ ಹರಿಸಬೇಕು ಎಂದು ಸೂಚಿಸಿದರು. ಸಭೆಯಲ್ಲಿ ಜಿಲ್ಲಾಧಿಕಾರಿಗಳು, ಜಿಲ್ಲಾ ಪಂಚಾಯತ್ ಮುಖ್ಯ ಕಾರ್ಯನಿರ್ವಾಹಕ ಅಧಿಕಾರಿಗಳು, ಆಹಾರ ಆಯೋಗದ ಸದಸ್ಯರು ಹಾಗೂ ವಿವಿಧ ಇಲಾಖೆಗಳ ಅಧಿಕಾರಿಗಳು ಭಾಗವಹಿಸಿದ್ದರು. ಬಳಿಕ ಆಯೋಗದ ಅಧ್ಯಕ್ಷರು ಜಿಲ್ಲೆಯ ವಿವಿಧ ಹಾಸ್ಟೆಲ್, ಅಂಗನವಾಡಿ ಹಾಗೂ ನ್ಯಾಯಬೆಲೆ ಅಂಗಡಿಗಳಿಗೆ ದಿಢೀರ್ ಭೇಟಿ ನೀಡಿ ಪರಿಶೀಲನೆ ನಡೆಸಿದರು. ವಿದ್ಯಾರ್ಥಿಗಳೊಂದಿಗೆ ಸಂವಾದ ನಡೆಸಿ ಆಹಾರದ ಗುಣಮಟ್ಟದ ಬಗ್ಗೆ ಮಾಹಿತಿ ಪಡೆದರು. ಆಹಾರ ಭದ್ರತಾ ಕಾಯ್ದೆಯಡಿ ಬರುವ ಎಲ್ಲಾ ಯೋಜನೆಗಳ ಫಲ ಅರ್ಹರಿಗೆ ತಲುಪಬೇಕು ಎಂದು ಹೇಳಿದರು.: [639, 764, 1206, 1037]
headline-konasuru-dairy: ಕೊಣಸೂರು ಡೇರಿಗೆ ಆಯ್ಕೆ: [11, 1897, 397, 1946]
bail-story: [1214, 1311, 1521, 1893]
person-icon: [1373, 1804, 1444, 1868]
accused-photo: [1295, 1803, 1368, 1892]
digital-marketing-text: ಮಂಡ್ಯ: ರಾಜ್ಯದಲ್ಲಿ ಮಹಿಳೆಯರನ್ನು ಸಾಮಾಜಿಕವಾಗಿ ಮತ್ತು ಆರ್ಥಿಕವಾಗಿ ಸಬಲೀಕರಣಗೊಳಿಸುವ ನಿಟ್ಟಿನಲ್ಲಿ ಕರ್ನಾಟಕ ರಾಜ್ಯ ಮಹಿಳಾ ಅಭಿವೃದ್ಧಿ ನಿಗಮದ ವತಿಯಿಂದ ಗೃಹಲಕ್ಷ್ಮಿ ಫಲಾನುಭವಿ ಮಹಿಳೆಯರಿಗಾಗಿ ಗೃಹಲಕ್ಷ್ಮಿ ಡಿಜಿಟಲ್ ಮಾರ್ಕೆಟಿಂಗ್ ವ್ಯವಸ್ಥೆಯನ್ನು ಅನುಷ್ಠಾನಗೊಳಿಸಲಾಗುತ್ತಿದೆ. ಈ ಹಿನ್ನೆಲೆಯಲ್ಲಿ ಜನವರಿ 09ರಂದು ಜಿಲ್ಲಾ ಮಟ್ಟದ ಕಾರ್ಯಾಗಾರವನ್ನು ಆಯೋಜಿಸಲಾಗಿದೆ. ಸ್ವಸಹಾಯ ಸಂಘಗಳ ಮಹಿಳೆಯರು ತಯಾರಿಸುವ ಉತ್ಪನ್ನಗಳನ್ನು ಆನ್‌ಲೈನ್ ಮೂಲಕ ಮಾರಾಟ ಮಾಡಲು ಅನುಕೂಲ ಕಲ್ಪಿಸಲಾಗುವುದು. ಆಸಕ್ತ ಗೃಹಲಕ್ಷ್ಮಿ ಫಲಾನುಭವಿಗಳು ತಮ್ಮ ಹೆಸರು ನೋಂದಾಯಿಸಿಕೊಳ್ಳಬಹುದು. ಹೆಚ್ಚಿನ ಮಾಹಿತಿಗಾಗಿ ಮೊ.ಸಂ:9945677659 ಹಾಗೂ ದೂರವಾಣಿ ಸಂಖ್ಯೆ 08232-221315ಅನ್ನು ಸಂಪರ್ಕಿಸುವಂತೆ ಮಹಿಳಾ ಮತ್ತು ಮಕ್ಕಳ ಅಭಿವೃದ್ಧಿ ಇಲಾಖೆಯ ಉಪನಿರ್ದೇಶಕರು ಪ್ರಕಟಣೆಯಲ್ಲಿ ತಿಳಿಸಿದ್ದಾರೆ.: [874, 1444, 1203, 1674]
law-implementation-text: ಚಾಮರಾಜನಗರ: ರಾಷ್ಟ್ರೀಯ ಆಹಾರ ಭದ್ರತಾ ಕಾಯ್ದೆಯಡಿ ಸಾರ್ವಜನಿಕರಿಗೆ ಹಾಗೂ ಫಲಾನುಭವಿಗಳಿಗೆ ಗುಣಮಟ್ಟದ ಆಹಾರ ಒದಗಿಸಲು ಜಿಲ್ಲೆಯಲ್ಲಿ ಕಾಯ್ದೆಯ ಸಮರ್ಪಕ ಅನುಷ್ಠಾನ ಮಾಡುವಂತೆ ರಾಜ್ಯ ಆಹಾರ ಆಯೋಗದ ಅಧ್ಯಕ್ಷರಾದ ಡಾ. ಎಚ್. ಕೃಷ್ಣ ಅವರು ಅಧಿಕಾರಿಗಳಿಗೆ ಕಟ್ಟುನಿಟ್ಟಿನ ಸೂಚನೆ ನೀಡಿದರು. ನಗರದ ಜಿಲ್ಲಾಡಳಿತ ಭವನದಲ್ಲಿಂದು ನಡೆದ ಪ್ರಗತಿ ಪರಿಶೀಲನಾ ಸಭೆಯ ಅಧ್ಯಕ್ಷತೆ ವಹಿಸಿ ಮಾತನಾಡಿದ ಅವರು, ಆಹಾರ ಭದ್ರತಾ ಕಾಯ್ದೆಯಡಿ ಪಡಿತರ ವಿತರಣೆ, ಅಂಗನವಾಡಿಗಳಲ್ಲಿ ಪೌಷ್ಟಿಕ ಆಹಾರ ವಿತರಣೆ, ಶಾಲೆಗಳಲ್ಲಿ ಮಧ್ಯಾಹ್ನದ ಬಿಸಿಯೂಟ ಯೋಜನೆಗಳನ್ನು ಪಾರದರ್ಶಕವಾಗಿ ಅನುಷ್ಠಾನಗೊಳಿಸಬೇಕು. ಯಾವುದೇ ಲೋಪದೋಷಗಳು ಕಂಡುಬಂದಲ್ಲಿ ಕಠಿಣ ಕ್ರಮ ಕೈಗೊಳ್ಳಲಾಗುವುದು ಎಂದು ಎಚ್ಚರಿಸಿದರು. ಆಹಾರ ಧಾನ್ಯಗಳ ಗುಣಮಟ್ಟ ಹಾಗೂ ಪ್ರಮಾಣದಲ್ಲಿ ಯಾವುದೇ ವ್ಯತ್ಯಾಸ ಆಗದಂತೆ ನಿಗಾ ವಹಿಸಬೇಕು. ನ್ಯಾಯಬೆಲೆ ಅಂಗಡಿಗಳಲ್ಲಿ ತೂಕದ ಯಂತ್ರಗಳನ್ನು ಕಾಲಕಾಲಕ್ಕೆ ಪರಿಶೀಲಿಸಬೇಕು. ಹಾಸ್ಟೆಲ್‌ಗಳಲ್ಲಿ ವಿದ್ಯಾರ್ಥಿಗಳಿಗೆ ಶುಚಿ ಹಾಗೂ ರುಚಿಯಾದ ಆಹಾರ ನೀಡಬೇಕು. ಅಂಗನವಾಡಿ ಕೇಂದ್ರಗಳಲ್ಲಿ ಗರ್ಭಿಣಿಯರು, ಬಾಣಂತಿಯರು ಹಾಗೂ ಮಕ್ಕಳಿಗೆ ವಿತರಿಸುವ ಆಹಾರದ ಬಗ್ಗೆ ವಿಶೇಷ ಗಮನ ಹರಿಸಬೇಕು ಎಂದು ಸೂಚಿಸಿದರು. ಸಭೆಯಲ್ಲಿ ಜಿಲ್ಲಾಧಿಕಾರಿಗಳು, ಜಿಲ್ಲಾ ಪಂಚಾಯತ್ ಮುಖ್ಯ ಕಾರ್ಯನಿರ್ವಾಹಕ ಅಧಿಕಾರಿಗಳು, ಆಹಾರ ಆಯೋಗದ ಸದಸ್ಯರು ಹಾಗೂ ವಿವಿಧ ಇಲಾಖೆಗಳ ಅಧಿಕಾರಿಗಳು ಭಾಗವಹಿಸಿದ್ದರು. ಬಳಿಕ ಆಯೋಗದ ಅಧ್ಯಕ್ಷರು ಜಿಲ್ಲೆಯ ವಿವಿಧ ಹಾಸ್ಟೆಲ್, ಅಂಗನವಾಡಿ ಹಾಗೂ ನ್ಯಾಯಬೆಲೆ ಅಂಗಡಿಗಳಿಗೆ ದಿಢೀರ್ ಭೇಟಿ ನೀಡಿ ಪರಿಶೀಲನೆ ನಡೆಸಿದರು. ವಿದ್ಯಾರ್ಥಿಗಳೊಂದಿಗೆ ಸಂವಾದ ನಡೆಸಿ ಆಹಾರದ ಗುಣಮಟ್ಟದ ಬಗ್ಗೆ ಮಾಹಿತಿ ಪಡೆದರು. ಆಹಾರ ಭದ್ರತಾ ಕಾಯ್ದೆಯಡಿ ಬರುವ ಎಲ್ಲಾ ಯೋಜನೆಗಳ ಫಲ ಅರ್ಹರಿಗೆ: [348, 586, 633, 1097]
divider: [11, 176, 1206, 178]
training-text: ಮಂಡ್ಯ: ಕೌಶಲ್ಯಾಭಿವೃದ್ಧಿ ಉದ್ಯಮಶೀಲತೆ ಮತ್ತು ಜೀವನೋಪಾಯ ಇಲಾಖೆ, ಕರ್ನಾಟಕ ಸರ್ಕಾರ, ಬೆಂಗಳೂರು, ಕರ್ನಾಟಕ ಉದ್ಯಮಶೀಲತಾ ಅಭಿವೃದ್ಧಿ ಕೇಂದ್ರ (ಸಿಡಾಕ್), ಧಾರವಾಡ ಇವರ ವತಿಯಿಂದ ಮಂಡ್ಯ ಜಿಲ್ಲೆಯ ನಿರುದ್ಯೋಗಿ ಯುವಕ ಯುವತಿಯರಿಗೆ ಉಚಿತವಾಗಿ ಉದ್ಯಮಶೀಲತಾಭಿವೃದ್ಧಿ ತರಬೇತಿ ನೀಡಲಾಗುವುದು. ಆಸಕ್ತ ಅಭ್ಯರ್ಥಿಗಳು ತಮ್ಮ ಹೆಸರನ್ನು ಫೆಬ್ರವರಿ 23 ರಂದು ಮಧ್ಯಾಹ್ನದೊಳಗಾಗಿ ನೋಂದಾಯಿಸಿಕೊಳ್ಳಬಹುದು. ಕಾರ್ಯಕ್ರಮದಲ್ಲಿ ಸ್ವಯಂ ಉದ್ಯೋಗ ಕುರಿತು ಮಾಹಿತಿ, ಸಾಲ ಸೌಲಭ್ಯ, ಯೋಜನಾ ವರದಿ ತಯಾರಿಕೆ ಹಾಗೂ ಮಾರುಕಟ್ಟೆ ಕುರಿತು ಮಾರ್ಗದರ್ಶನ ನೀಡಲಾಗುವುದು. ಹೆಚ್ಚಿನ ಮಾಹಿತಿಗಾಗಿ ಕಚೇರಿಯನ್ನು ಸಂಪರ್ಕಿಸಬಹುದು ಎಂದು ಪ್ರಕಟಣೆ ತಿಳಿಸಿದೆ.: [11, 1091, 332, 1278]
